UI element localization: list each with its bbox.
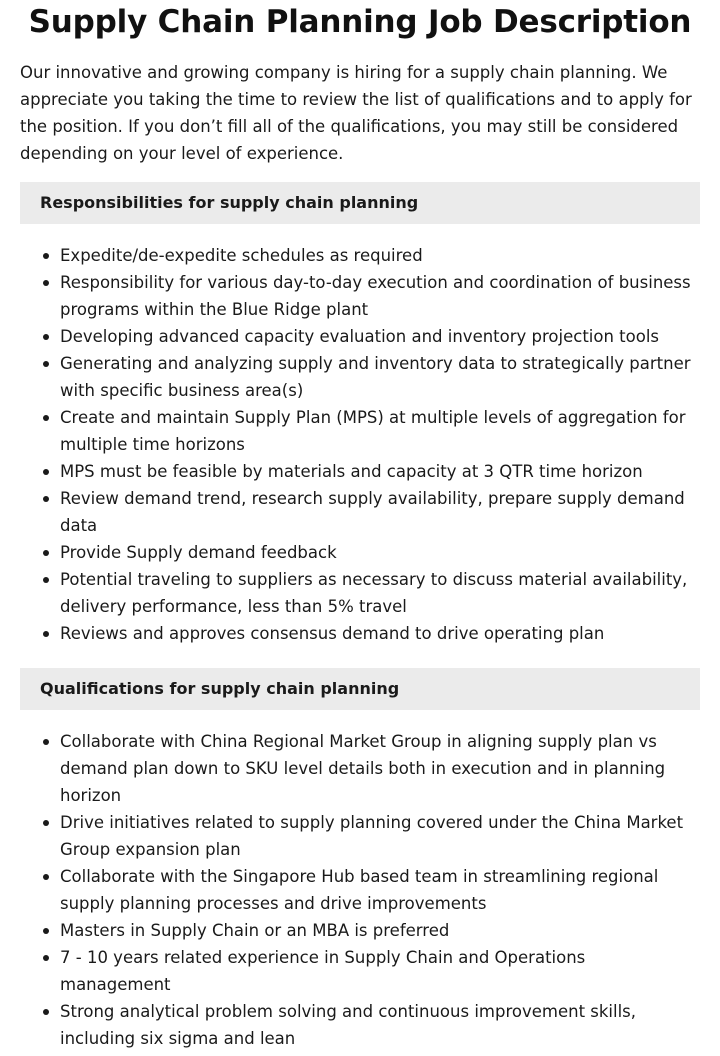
list-item: Responsibility for various day-to-day execution and coordination of business programs within the Blue Ridge plant [60, 269, 700, 323]
list-item: Strong analytical problem solving and continuous improvement skills, including six sigma and lean [60, 998, 700, 1052]
responsibilities-list [20, 242, 700, 647]
list-item: Generating and analyzing supply and inventory data to strategically partner with specific business area(s) [60, 350, 700, 404]
list-item: Provide Supply demand feedback [60, 539, 700, 566]
list-item: MPS must be feasible by materials and capacity at 3 QTR time horizon [60, 458, 700, 485]
responsibilities-heading: Responsibilities for supply chain planning [20, 182, 700, 224]
list-item: Drive initiatives related to supply planning covered under the China Market Group expansion plan [60, 809, 700, 863]
list-item: Masters in Supply Chain or an MBA is preferred [60, 917, 700, 944]
list-item: Potential traveling to suppliers as necessary to discuss material availability, delivery performance, less than 5% travel [60, 566, 700, 620]
list-item: 7 - 10 years related experience in Supply Chain and Operations management [60, 944, 700, 998]
qualifications-list [20, 728, 700, 1052]
list-item: Review demand trend, research supply availability, prepare supply demand data [60, 485, 700, 539]
list-item: Expedite/de-expedite schedules as required [60, 242, 700, 269]
intro-paragraph: Our innovative and growing company is hiring for a supply chain planning. We appreciate you taking the time to review the list of qualifications and to apply for the position. If you don’t fill all of the qualifications, you may still be considered depending on your level of experience. [20, 63, 692, 163]
list-item: Create and maintain Supply Plan (MPS) at multiple levels of aggregation for multiple time horizons [60, 404, 700, 458]
list-item: Reviews and approves consensus demand to drive operating plan [60, 620, 700, 647]
page-title: Supply Chain Planning Job Description [28, 4, 692, 40]
list-item: Collaborate with the Singapore Hub based team in streamlining regional supply planning processes and drive improvements [60, 863, 700, 917]
qualifications-heading: Qualifications for supply chain planning [20, 668, 700, 710]
list-item: Developing advanced capacity evaluation and inventory projection tools [60, 323, 700, 350]
list-item: Collaborate with China Regional Market Group in aligning supply plan vs demand plan down to SKU level details both in execution and in planning horizon [60, 728, 700, 809]
